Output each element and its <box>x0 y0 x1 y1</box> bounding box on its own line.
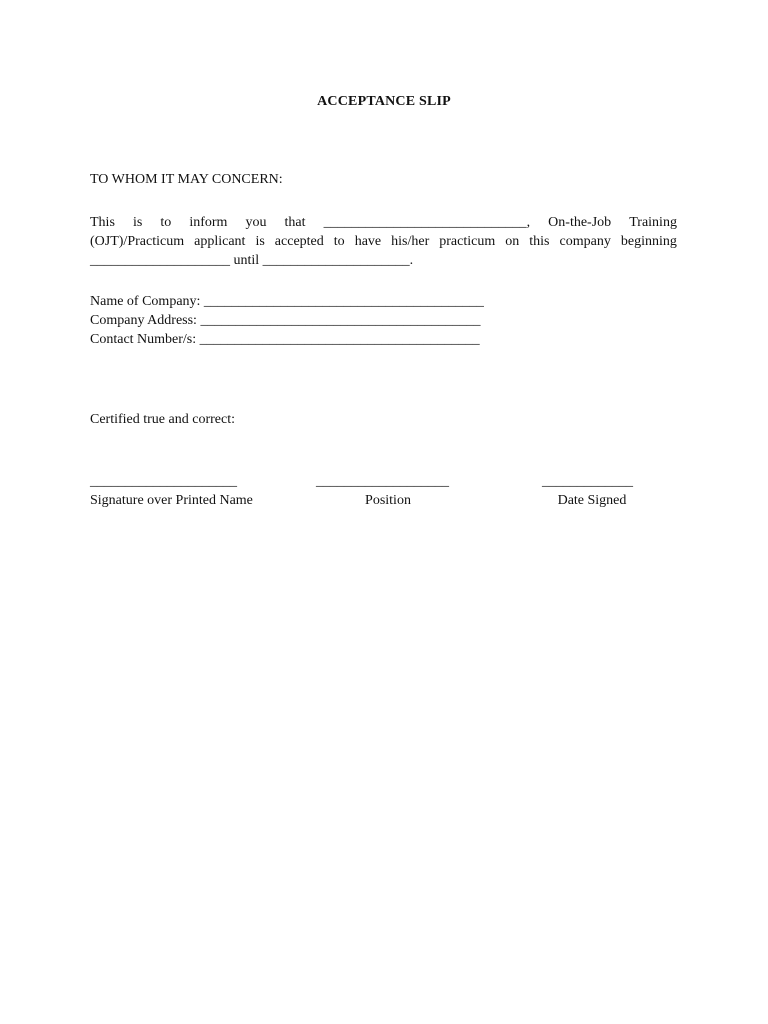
contact-numbers-field: Contact Number/s: ________________________________________ <box>90 332 480 347</box>
paragraph-word: this <box>529 234 550 249</box>
paragraph-word: Training <box>629 215 677 230</box>
paragraph-word: on <box>505 234 520 249</box>
paragraph-word: his/her <box>391 234 430 249</box>
paragraph-line-3: ____________________ until _____________________. <box>90 253 414 268</box>
paragraph-word: On-the-Job <box>548 215 612 230</box>
company-fields <box>90 292 484 349</box>
date-line: _____________ <box>542 474 633 489</box>
signature-block <box>90 472 253 510</box>
paragraph-word: have <box>354 234 382 249</box>
paragraph-word: This <box>90 215 115 230</box>
company-address-field: Company Address: ________________________________________ <box>90 313 481 328</box>
paragraph-word: that <box>284 215 306 230</box>
position-label: Position <box>365 493 411 508</box>
paragraph-word: is <box>255 234 265 249</box>
paragraph-word: inform <box>189 215 228 230</box>
certified-statement: Certified true and correct: <box>90 412 235 427</box>
company-name-field: Name of Company: ________________________________________ <box>90 294 484 309</box>
paragraph-line-1-text <box>90 213 677 232</box>
paragraph-line-1 <box>90 213 677 232</box>
paragraph-line-2-text <box>90 232 677 251</box>
position-block <box>316 472 460 510</box>
paragraph-line-2 <box>90 232 677 251</box>
paragraph-word: (OJT)/Practicum <box>90 234 185 249</box>
paragraph-word: accepted <box>274 234 324 249</box>
paragraph-word: _____________________________, <box>323 215 531 230</box>
document-title: ACCEPTANCE SLIP <box>317 94 451 109</box>
date-block <box>542 472 642 510</box>
date-label: Date Signed <box>557 493 627 508</box>
signature-line: _____________________ <box>90 474 237 489</box>
signature-label: Signature over Printed Name <box>90 493 253 508</box>
paragraph-word: you <box>245 215 267 230</box>
paragraph-word: to <box>160 215 172 230</box>
paragraph-word: beginning <box>620 234 677 249</box>
acceptance-paragraph <box>90 213 677 270</box>
paragraph-word: to <box>333 234 345 249</box>
paragraph-word: is <box>132 215 143 230</box>
position-line: ___________________ <box>316 474 449 489</box>
salutation: TO WHOM IT MAY CONCERN: <box>90 172 283 187</box>
paragraph-word: company <box>559 234 611 249</box>
paragraph-word: practicum <box>439 234 496 249</box>
paragraph-word: applicant <box>194 234 246 249</box>
